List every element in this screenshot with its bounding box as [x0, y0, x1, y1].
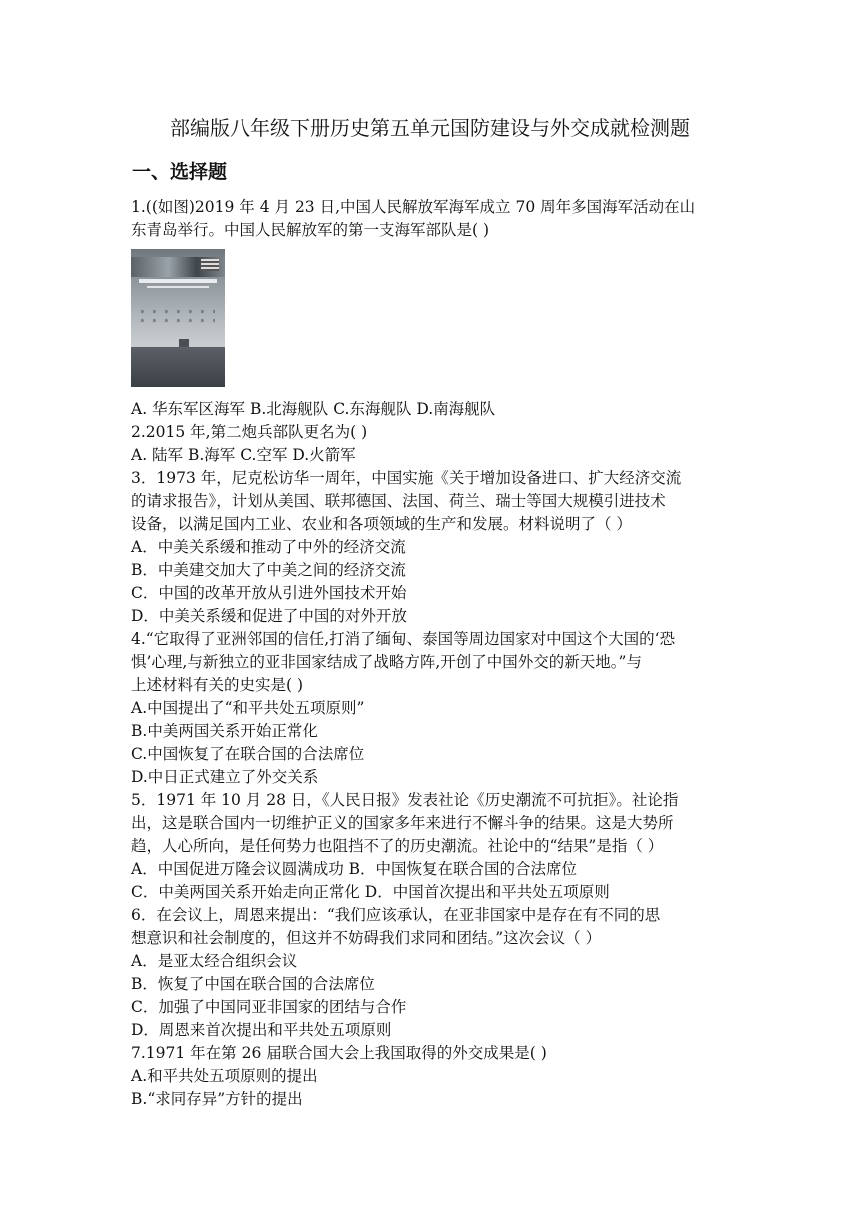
question-5-stem-line-1: 5．1971 年 10 月 28 日，《人民日报》发表社论《历史潮流不可抗拒》。社论指: [131, 791, 679, 809]
question-3-stem-line-2: 的请求报告》，计划从美国、联邦德国、法国、荷兰、瑞士等国大规模引进技术: [131, 492, 666, 510]
question-4-option-a: A.中国提出了“和平共处五项原则”: [131, 699, 365, 717]
navy-anniversary-poster-image: [131, 249, 225, 387]
question-7-option-b: B.“求同存异”方针的提出: [131, 1090, 303, 1108]
question-5-stem-line-3: 趋，人心所向，是任何势力也阻挡不了的历史潮流。社论中的“结果”是指（ ）: [131, 837, 664, 855]
question-6-stem-line-2: 想意识和社会制度的，但这并不妨碍我们求同和团结。”这次会议（ ）: [131, 929, 602, 947]
question-3-option-c: C．中国的改革开放从引进外国技术开始: [131, 584, 407, 602]
question-4-stem-line-1: 4.“它取得了亚洲邻国的信任,打消了缅甸、泰国等周边国家对中国这个大国的‘恐: [131, 630, 676, 648]
question-6-option-d: D．周恩来首次提出和平共处五项原则: [131, 1021, 392, 1039]
question-5-stem-line-2: 出，这是联合国内一切维护正义的国家多年来进行不懈斗争的结果。这是大势所: [131, 814, 674, 832]
question-4-option-d: D.中日正式建立了外交关系: [131, 768, 319, 786]
question-4-option-c: C.中国恢复了在联合国的合法席位: [131, 745, 365, 763]
section-heading: 一、选择题: [132, 161, 228, 183]
question-5-options-cd: C．中美两国关系开始走向正常化 D．中国首次提出和平共处五项原则: [131, 883, 610, 901]
question-6-option-b: B．恢复了中国在联合国的合法席位: [131, 975, 375, 993]
question-3-option-b: B．中美建交加大了中美之间的经济交流: [131, 561, 406, 579]
question-7-stem: 7.1971 年在第 26 届联合国大会上我国取得的外交成果是( ): [131, 1044, 547, 1062]
question-7-option-a: A.和平共处五项原则的提出: [131, 1067, 318, 1085]
question-4-stem-line-3: 上述材料有关的史实是( ): [131, 676, 304, 694]
question-3-stem-line-3: 设备，以满足国内工业、农业和各项领域的生产和发展。材料说明了（ ）: [131, 515, 632, 533]
question-2-stem: 2.2015 年,第二炮兵部队更名为( ): [131, 423, 368, 441]
question-3-option-a: A．中美关系缓和推动了中外的经济交流: [131, 538, 406, 556]
question-6-option-a: A．是亚太经合组织会议: [131, 952, 298, 970]
document-title: 部编版八年级下册历史第五单元国防建设与外交成就检测题: [170, 116, 690, 140]
question-1-options: A. 华东军区海军 B.北海舰队 C.东海舰队 D.南海舰队: [131, 400, 496, 418]
question-2-options: A. 陆军 B.海军 C.空军 D.火箭军: [131, 446, 356, 464]
question-5-options-ab: A．中国促进万隆会议圆满成功 B．中国恢复在联合国的合法席位: [131, 860, 578, 878]
question-4-stem-line-2: 惧’心理,与新独立的亚非国家结成了战略方阵,开创了中国外交的新天地。”与: [131, 653, 642, 671]
question-3-stem-line-1: 3．1973 年，尼克松访华一周年，中国实施《关于增加设备进口、扩大经济交流: [131, 469, 682, 487]
question-3-option-d: D．中美关系缓和促进了中国的对外开放: [131, 607, 407, 625]
question-6-option-c: C．加强了中国同亚非国家的团结与合作: [131, 998, 407, 1016]
question-1-stem-line-2: 东青岛举行。中国人民解放军的第一支海军部队是( ): [131, 221, 490, 239]
question-6-stem-line-1: 6．在会议上，周恩来提出：“我们应该承认，在亚非国家中是存在有不同的思: [131, 906, 661, 924]
question-4-option-b: B.中美两国关系开始正常化: [131, 722, 318, 740]
question-1-stem-line-1: 1.((如图)2019 年 4 月 23 日,中国人民解放军海军成立 70 周年多国海军活动在山: [131, 198, 696, 216]
